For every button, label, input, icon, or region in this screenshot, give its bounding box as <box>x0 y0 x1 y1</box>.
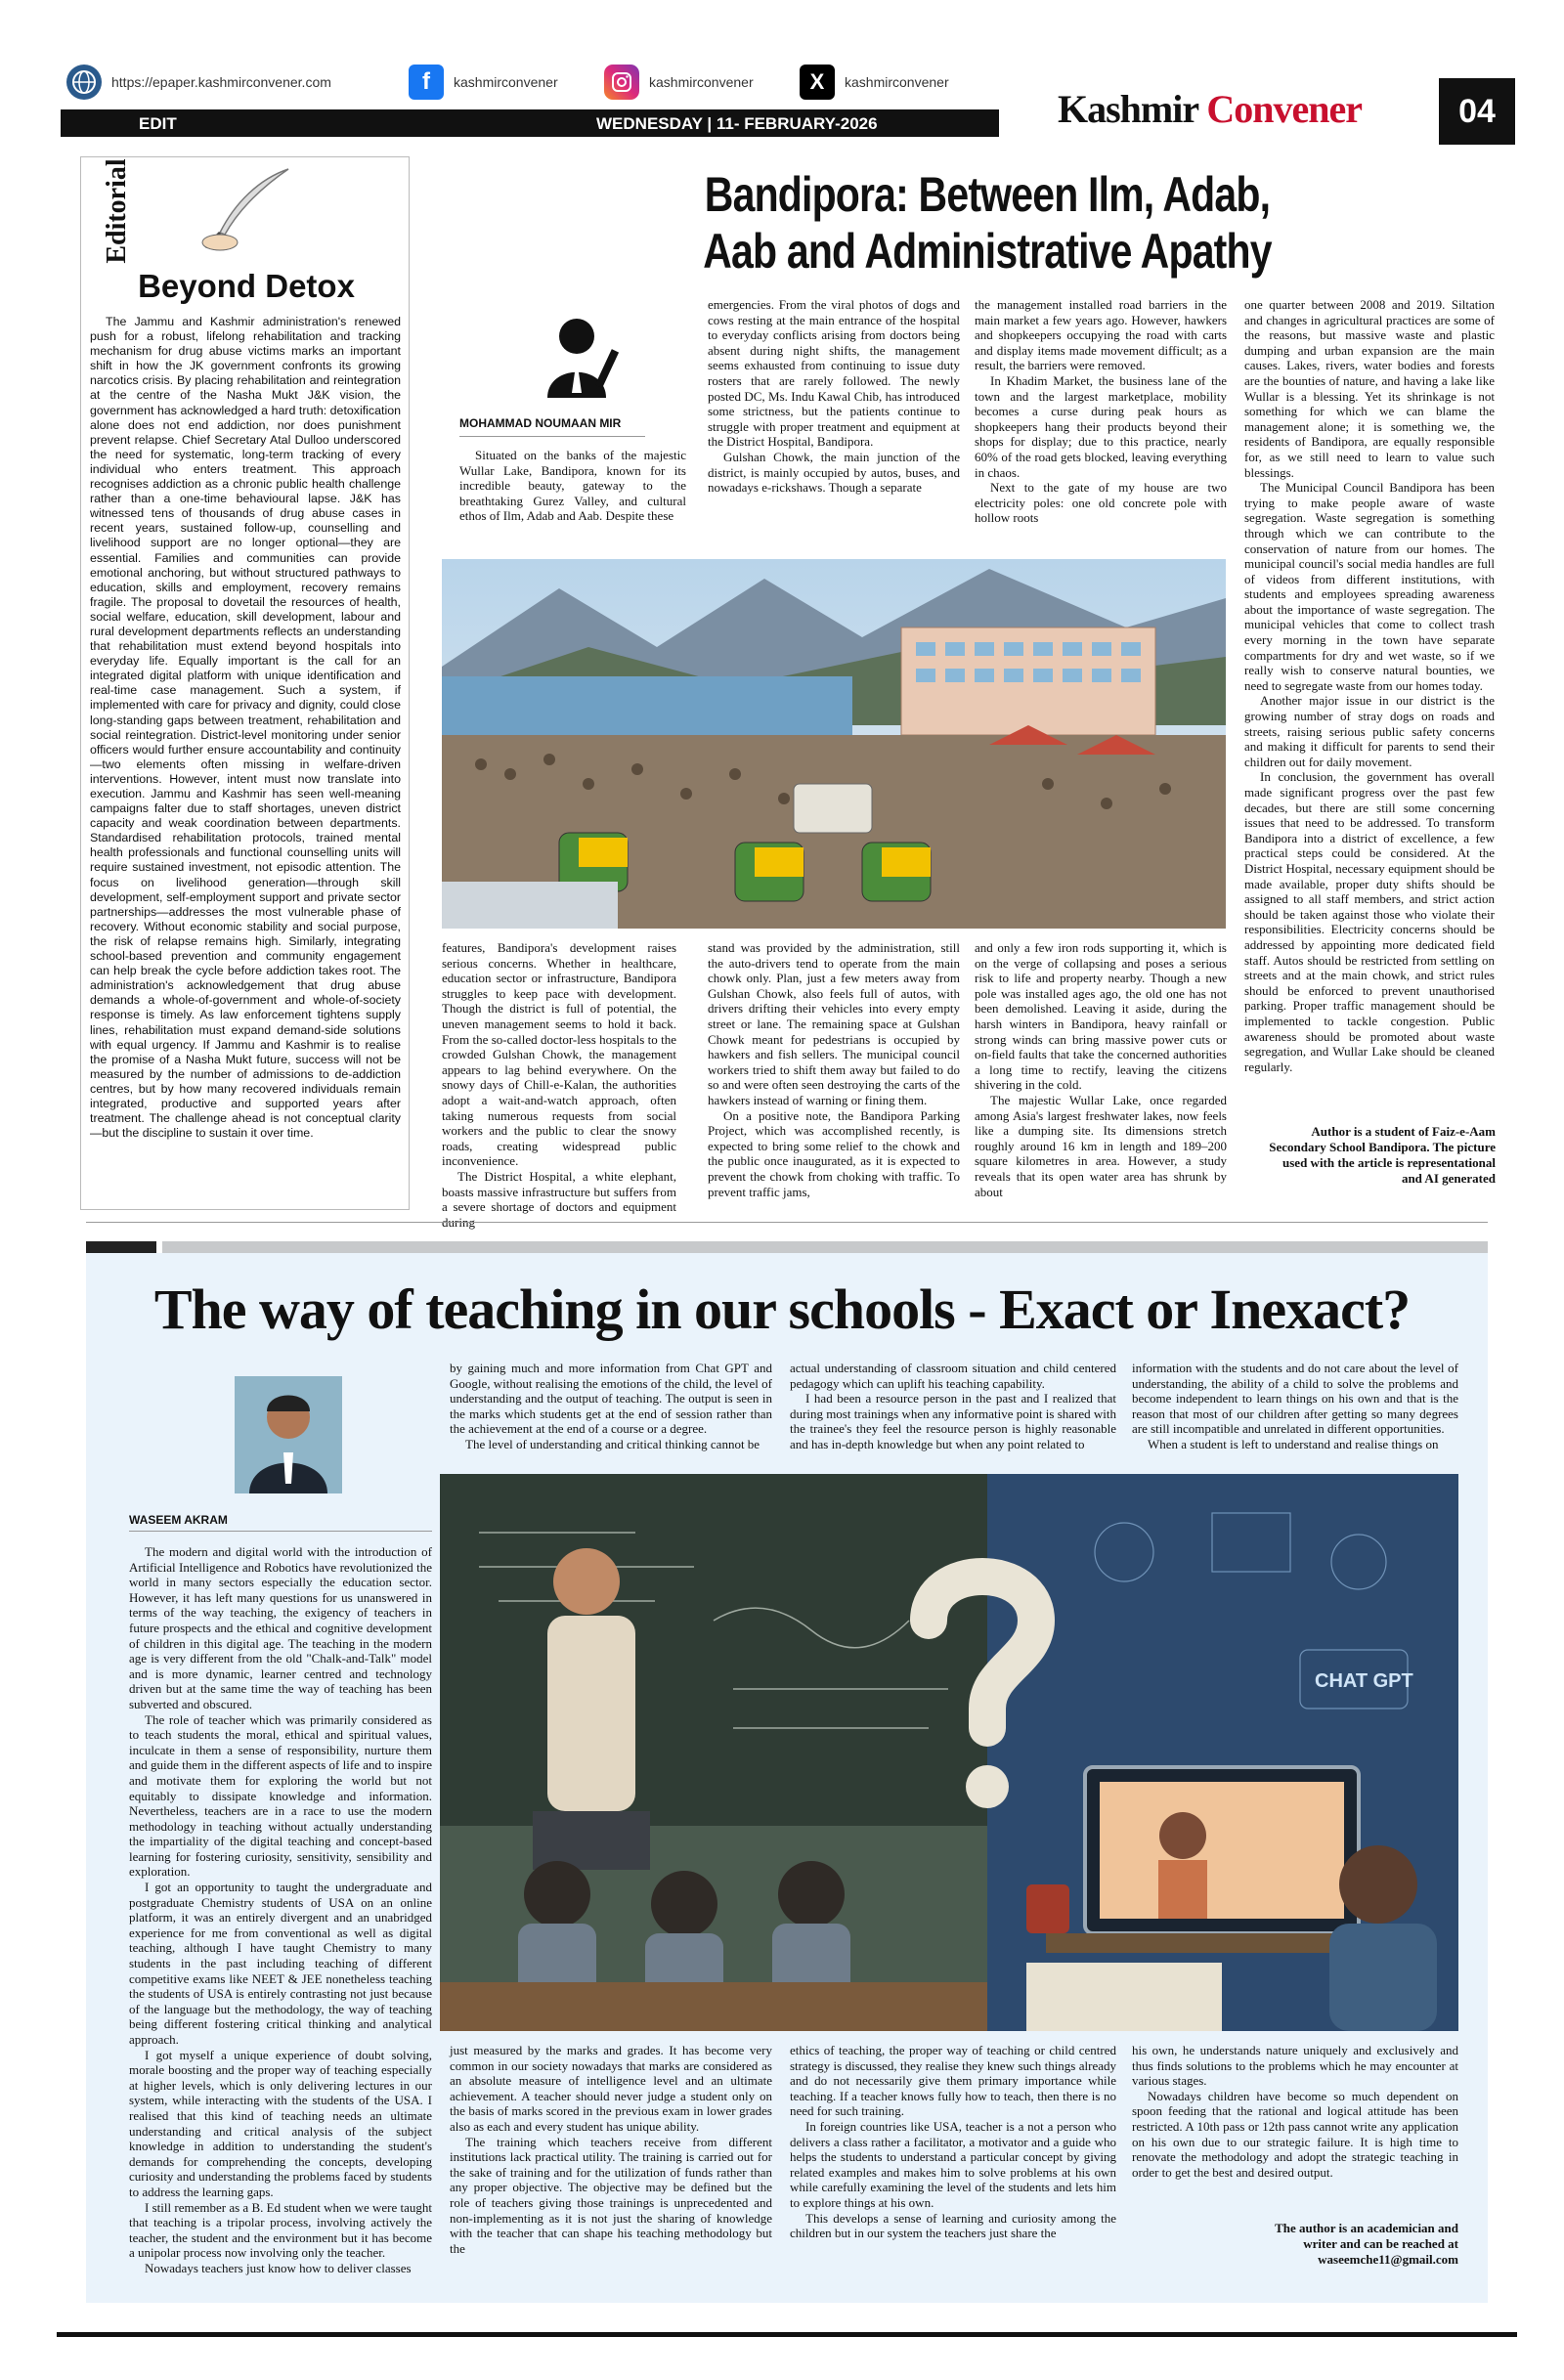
x-icon: X <box>800 65 835 100</box>
article1-col2-bottom: stand was provided by the administration, still the auto-drivers tend to operate from the main chowk only. Plan, just a few meters away from Gulshan Chowk, also feels full of autos, with drivers drifting their vehicles into every empty street or lane. The remaining space at Gulshan Chowk meant for pedestrians is occupied by hawkers and fish sellers. The municipal council workers tried to shift them away but failed to do so and were often seen destroying the carts of the hawkers instead of warning or fining them. On a positive note, the Bandipora Parking Project, which was accomplished recently, is expected to bring some relief to the chowk and the public once inaugurated, as it is expected to prevent the chowk from choking with traffic. To prevent traffic jams, <box>708 940 960 1199</box>
article2-col3-bottom: ethics of teaching, the proper way of teaching or child centred strategy is discussed, they realise they knew such things already and do not necessarily give them primary importance while teaching. If a teacher knows fully how to teach, then there is no need for such training. In foreign countries like USA, teacher is a not a person who delivers a class rather a facilitator, a motivator and a guide who helps the students to understand a particular concept by giving related examples and makes him to solve problems at his own while carefully examining the level of the students and lets him to explore things at his own. This develops a sense of learning and curiosity among the children but in our system the teachers just share the <box>790 2043 1116 2241</box>
facebook-icon: f <box>409 65 444 100</box>
article1-col1-bottom: features, Bandipora's development raises serious concerns. Whether in healthcare, education sector or infrastructure, Bandipora struggles to keep pace with development. Though the district is full of potential, the uneven management seems to hold it back. From the so-called doctor-less hospitals to the crowded Gulshan Chowk, the management appears to lag behind everywhere. On the snowy days of Chill-e-Kalan, the authorities adopt a wait-and-watch approach, often taking numerous requests from social workers and the public to clear the snowy roads, creating widespread public inconvenience. The District Hospital, a white elephant, boasts massive infrastructure but suffers from a severe shortage of doctors and equipment during <box>442 940 676 1230</box>
article2-col1: The modern and digital world with the introduction of Artificial Intelligence and Robotics have revolutionized the world in many sectors especially the education sector. However, it has left many questions for us unanswered in terms of the way teaching, the exigency of teachers in future prospects and the ethical and cognitive development of children in this digital age. The teaching in the modern age is very different from the old "Chalk-and-Talk" model and is more dynamic, learner centred and technology driven but at the same time the way of teaching has been subverted and obscured. The role of teacher which was primarily considered as to teach students the moral, ethical and spiritual values, inculcate in them a sense of responsibility, nurture them and guide them in the different aspects of life and to inspire and motivate them for exploring the world but not equitably to dissipate knowledge and information. Nevertheless, teachers are in a race to use the modern methodology in teaching without actually understanding the impartiality of the digital teaching and concept-based learning for fostering curiosity, sensitivity, sensibility and exploration. I got an opportunity to taught the undergraduate and postgraduate Chemistry students of USA on an online platform, it was an entirely divergent and an unabridged experience for me from conventional as well as digital teaching, although I have taught Chemistry to many students in the past including teaching of different competitive exams like NEET & JEE nonetheless teaching the students of USA is entirely contrasting not just because of the language but the methodology, the way of teaching being different fostering critical thinking and analytical approach. I got myself a unique experience of doubt solving, morale boosting and the proper way of teaching especially at higher levels, which is only delivering lectures in our system, while interacting with the students of the USA. I realised that this kind of teaching needs an ultimate understanding and critical analysis of the subject knowledge in addition to understanding the student's demands for comprehending the concepts, developing curiosity and understanding the problems faced by students to address the learning gaps. I still remember as a B. Ed student when we were taught that teaching is a tripolar process, involving actively the teacher, the student and the environment but it has become a unipolar process now involving only the teacher. Nowadays teachers just know how to deliver classes <box>129 1544 432 2275</box>
footer-rule <box>57 2332 1517 2337</box>
article2-col3-top: actual understanding of classroom situation and child centered pedagogy which can uplift his teaching capability. I had been a resource person in the past and I realized that during most trainings when any informative point is shared with the trainee's they feel the resource person is highly reasonable and has in-depth knowledge but when any point related to <box>790 1361 1116 1451</box>
chatgpt-label: CHAT GPT <box>1315 1670 1413 1692</box>
article1-col1-top: Situated on the banks of the majestic Wullar Lake, Bandipora, known for its incredible beauty, gateway to the breathtaking Gurez Valley, and cultural ethos of Ilm, Adab and Aab. Despite these <box>459 448 686 524</box>
website-link[interactable] <box>66 65 331 100</box>
article2-col2-bottom: just measured by the marks and grades. It has become very common in our society nowadays that marks are considered as an absolute measure of intelligence level and an ultimate achievement. A teacher should never judge a student only on the basis of marks scored in the previous exam in lower grades also as each and every student has unique ability. The training which teachers receive from different institutions lack practical utility. The training is carried out for the sake of training and for the utilization of funds rather than any proper objective. The objective may be defined but the role of teachers giving those trainings is unprecedented and non-implementing as it is not just the sharing of knowledge with the teacher that can shape his teaching methodology but the <box>450 2043 772 2256</box>
section-divider <box>86 1222 1488 1223</box>
author-rule <box>459 436 645 437</box>
section-label: EDIT <box>139 114 177 133</box>
article1-author: MOHAMMAD NOUMAAN MIR <box>459 416 622 430</box>
website-url: https://epaper.kashmirconvener.com <box>111 74 331 90</box>
page-number: 04 <box>1439 78 1515 145</box>
bandipora-market-illustration <box>442 559 1226 929</box>
editorial-title: Beyond Detox <box>138 268 355 304</box>
instagram-icon <box>604 65 639 100</box>
facebook-handle: kashmirconvener <box>454 74 558 90</box>
article1-col2-top: emergencies. From the viral photos of dogs and cows resting at the main entrance of the hospital to everyday conflicts arising from doctors being absent during night shifts, the management seems exhausted from continuing to issue duty rosters that are rarely followed. The newly posted DC, Ms. Indu Kawal Chib, has introduced some strictness, but the patients continue to struggle with proper treatment and equipment at the District Hospital, Bandipora. Gulshan Chowk, the main junction of the district, is mainly occupied by autos, buses, and nowadays e-rickshaws. Though a separate <box>708 297 960 496</box>
article2-col2-top: by gaining much and more information from Chat GPT and Google, without realising the emotions of the child, the level of understanding and the output of teaching. The output is seen in the marks which students get at the end of session rather than the achievement at the end of a course or a degree. The level of understanding and critical thinking cannot be <box>450 1361 772 1451</box>
article1-author-note: Author is a student of Faiz-e-Aam Secondary School Bandipora. The picture used with the article is representational and AI generated <box>1269 1124 1496 1186</box>
article2-author: WASEEM AKRAM <box>129 1513 228 1527</box>
article2-headline: The way of teaching in our schools - Exact or Inexact? <box>153 1277 1411 1341</box>
article2-col4-top: information with the students and do not care about the level of understanding, the ability of a child to solve the problems and become independent to learn things on his own and that is the reason that most of our children after getting so many degrees are still incompatible and unrelated in different opportunities. When a student is left to understand and realise things on <box>1132 1361 1458 1451</box>
editorial-tag: Editorial <box>102 158 132 264</box>
classroom-ai-illustration <box>440 1474 1458 2031</box>
author-photo <box>235 1376 342 1493</box>
editorial-body: The Jammu and Kashmir administration's renewed push for a robust, lifelong rehabilitation and tracking mechanism for drug abuse victims marks an important shift in how the JK government confronts its growing narcotics crisis. By placing rehabilitation and reintegration at the centre of the Nasha Mukt J&K vision, the government has acknowledged a hard truth: detoxification alone does not end addiction, nor does punishment prevent relapse. Chief Secretary Atal Dulloo underscored the need for systematic, long-term tracking of every individual who enters treatment. This approach recognises addiction as a chronic public health challenge rather than a one-time behavioural lapse. J&K has witnessed tens of thousands of drug abuse cases in recent years, sustained follow-up, counselling and livelihood support are no longer optional—they are essential. Families and communities can provide emotional anchoring, but without structured pathways to education, skills and employment, recovery remains fragile. The proposal to dovetail the resources of health, social welfare, education, skill development, labour and rural development departments reflects an understanding that rehabilitation must extend beyond hospitals into everyday life. Equally important is the call for an integrated digital platform with unique identification and real-time case management. Such a system, if implemented with care for privacy and dignity, could close long-standing gaps between treatment, rehabilitation and social reintegration. District-level monitoring under senior officers would further ensure accountability and continuity—two elements often missing in welfare-driven interventions. However, intent must now translate into execution. Jammu and Kashmir has seen well-meaning campaigns falter due to staff shortages, uneven district capacity and weak coordination between departments. Standardised rehabilitation protocols, trained mental health professionals and functional counselling units will require sustained investment, not episodic attention. The focus on livelihood generation—through skill development, self-employment support and private sector partnerships—addresses the most vulnerable phase of recovery. Without economic stability and social purpose, the risk of relapse remains high. Similarly, integrating school-based prevention and community engagement can help break the cycle before addiction takes root. The administration's acknowledgement that drug abuse demands a whole-of-government and whole-of-society response is timely. As law enforcement tightens supply lines, rehabilitation must expand demand-side solutions with equal urgency. If Jammu and Kashmir is to realise the promise of a Nasha Mukt future, success will not be measured by the number of admissions to de-addiction centres, but by how many recovered individuals remain integrated, productive and supported years after treatment. The challenge ahead is not conceptual clarity—but the discipline to sustain it over time. <box>90 315 401 1141</box>
quill-icon <box>191 164 298 252</box>
masthead-logo: Kashmir Convener <box>1058 87 1363 131</box>
article2-author-note: The author is an academician and writer and can be reached at waseemche11@gmail.com <box>1275 2221 1458 2267</box>
instagram-link[interactable] <box>604 65 754 100</box>
article2-col4-bottom: his own, he understands nature uniquely and exclusively and thus finds solutions to the problems which he may encounter at various stages. Nowadays children have become so much dependent on spoon feeding that the rational and logical attitude has been restricted. A 10th pass or 12th pass cannot write any application on his own due to our strategic failure. It is high time to renovate the methodology and adopt the strategic teaching in order to get the best and desired output. <box>1132 2043 1458 2180</box>
article1-col3-bottom: and only a few iron rods supporting it, which is on the verge of collapsing and poses a serious risk to life and property nearby. Though a new pole was installed ages ago, the old one has not been demolished. Leaving it aside, during the harsh winters in Bandipora, heavy rainfall or strong winds can bring massive power cuts or on-field faults that take the concerned authorities a long time to rectify, leaving the citizens shivering in the cold. The majestic Wullar Lake, once regarded among Asia's largest freshwater lakes, now feels like a dumping site. Its dimensions stretch roughly around 16 km in length and 189–200 square kilometres in area. However, a study reveals that its open water area has shrunk by about <box>975 940 1227 1199</box>
author-avatar-icon <box>533 305 630 403</box>
x-link[interactable] <box>800 65 949 100</box>
facebook-link[interactable] <box>409 65 558 100</box>
globe-icon <box>66 65 102 100</box>
instagram-handle: kashmirconvener <box>649 74 754 90</box>
article1-col4: one quarter between 2008 and 2019. Siltation and changes in agricultural practices are some of the reasons, but massive waste and plastic dumping and urban expansion are the main causes. Lakes, rivers, water bodies and forests are the bounties of nature, and having a lake like Wullar is a blessing. Yet its shrinkage is not something for which we can blame the management alone; it is something we, the residents of Bandipora, are equally responsible for, as we still need to learn to value such blessings. The Municipal Council Bandipora has been trying to make people aware of waste segregation. Waste segregation is something through which we can contribute to the conservation of nature from our homes. The municipal council's social media handles are full of videos from different institutions, with students and employees spreading awareness about the importance of waste segregation. The municipal vehicles that come to collect trash every morning in the town have separate compartments for dry and wet waste, so if we really wish to conserve natural bounties, we need to segregate waste from our homes today. Another major issue in our district is the growing number of stray dogs on roads and streets, raising serious public safety concerns and making it difficult for parents to send their children out for daily movement. In conclusion, the government has overall made significant progress over the past few decades, but there are still some concerning issues that need to be addressed. To transform Bandipora into a district of excellence, a few practical steps could be considered. At the District Hospital, necessary equipment should be made available, proper duty shifts should be assigned to all staff members, and strict action should be taken against those who violate their responsibilities. Electricity concerns should be addressed by appointing more dedicated field staff. Autos should be restricted from settling on streets and at the main chowk, and strict rules should be enforced to prevent unauthorised parking. Proper traffic management should be implemented to tackle congestion. Public awareness should be promoted about waste segregation, and Wullar Lake should be cleaned regularly. <box>1244 297 1495 1074</box>
issue-date: WEDNESDAY | 11- FEBRUARY-2026 <box>596 114 878 133</box>
x-handle: kashmirconvener <box>845 74 949 90</box>
article1-headline: Bandipora: Between Ilm, Adab, Aab and Administrative Apathy <box>703 167 1272 279</box>
article1-col3-top: the management installed road barriers in the main market a few years ago. However, hawkers and shopkeepers occupying the road with carts and display items made movement difficult; as a result, the barriers were removed. In Khadim Market, the business lane of the town and the largest marketplace, mobility becomes a curse during peak hours as shopkeepers hang their products beyond their shops for display; due to this practice, nearly 60% of the road gets blocked, leaving everything in chaos. Next to the gate of my house are two electricity poles: one old concrete pole with hollow roots <box>975 297 1227 526</box>
header-bar <box>61 109 999 137</box>
author2-rule <box>129 1531 432 1532</box>
